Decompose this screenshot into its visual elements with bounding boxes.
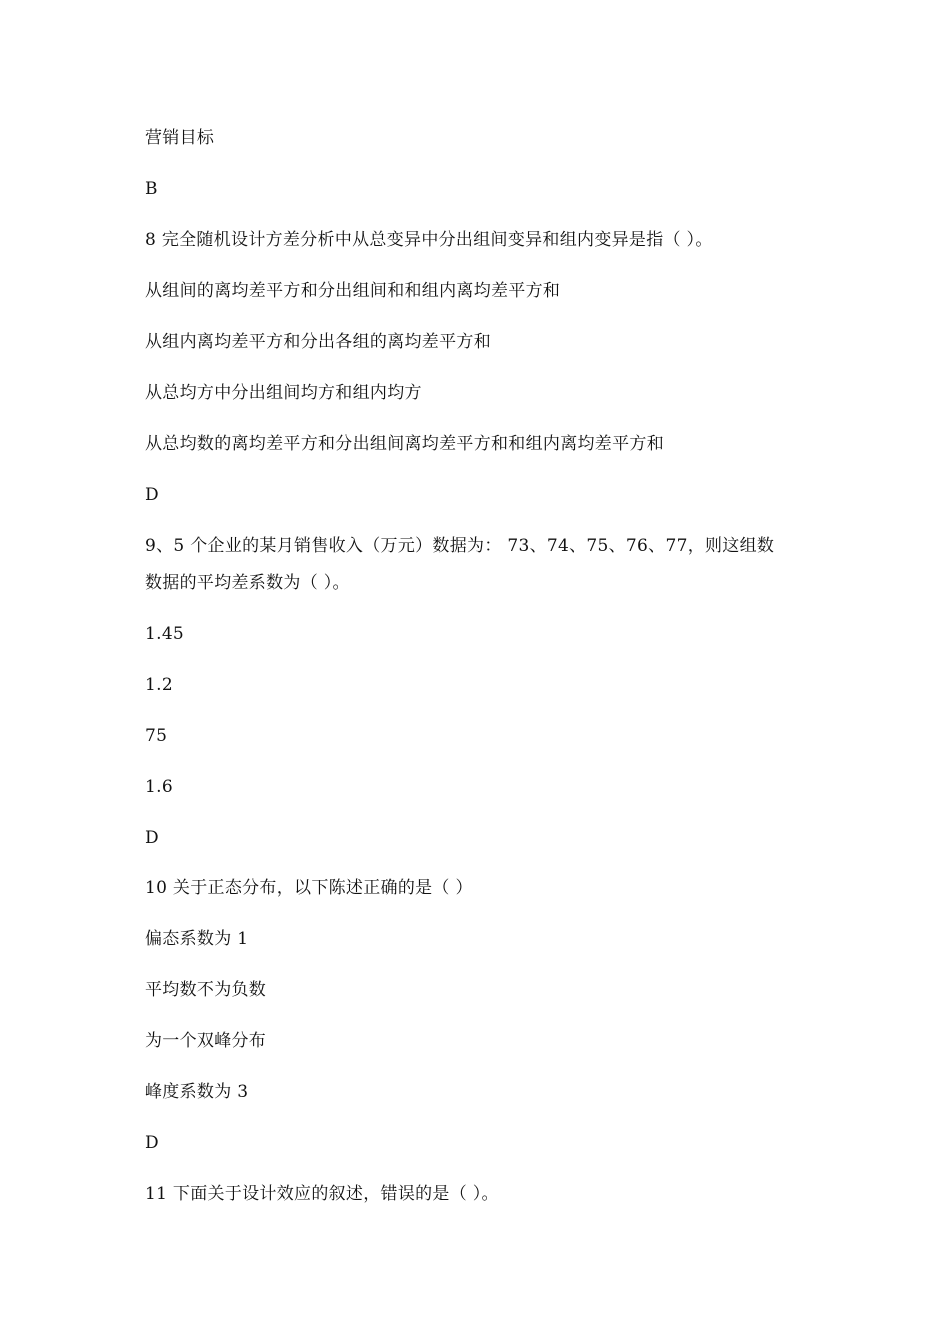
- question-8: 8 完全随机设计方差分析中从总变异中分出组间变异和组内变异是指（ ）。: [145, 230, 713, 250]
- q9-option-d: 1.6: [145, 777, 173, 797]
- question-9-line-1: 9、5 个企业的某月销售收入（万元）数据为： 73、74、75、76、77，则这组数: [145, 536, 775, 556]
- q10-option-c: 为一个双峰分布: [145, 1031, 267, 1051]
- q10-option-a: 偏态系数为 1: [145, 929, 249, 949]
- q10-option-b: 平均数不为负数: [145, 980, 267, 1000]
- question-11: 11 下面关于设计效应的叙述，错误的是（ ）。: [145, 1184, 499, 1204]
- q8-option-b: 从组内离均差平方和分出各组的离均差平方和: [145, 332, 491, 352]
- question-10: 10 关于正态分布，以下陈述正确的是（ ）: [145, 878, 473, 898]
- q9-answer: D: [145, 828, 159, 848]
- q9-option-a: 1.45: [145, 624, 185, 644]
- q8-option-a: 从组间的离均差平方和分出组间和和组内离均差平方和: [145, 281, 561, 301]
- answer-key: B: [145, 179, 158, 199]
- q8-answer: D: [145, 485, 159, 505]
- q9-option-c: 75: [145, 726, 168, 746]
- question-9-line-2: 数据的平均差系数为（ ）。: [145, 573, 350, 593]
- q10-option-d: 峰度系数为 3: [145, 1082, 249, 1102]
- q8-option-c: 从总均方中分出组间均方和组内均方: [145, 383, 422, 403]
- answer-option-text: 营销目标: [145, 128, 215, 148]
- q10-answer: D: [145, 1133, 159, 1153]
- q8-option-d: 从总均数的离均差平方和分出组间离均差平方和和组内离均差平方和: [145, 434, 664, 454]
- q9-option-b: 1.2: [145, 675, 173, 695]
